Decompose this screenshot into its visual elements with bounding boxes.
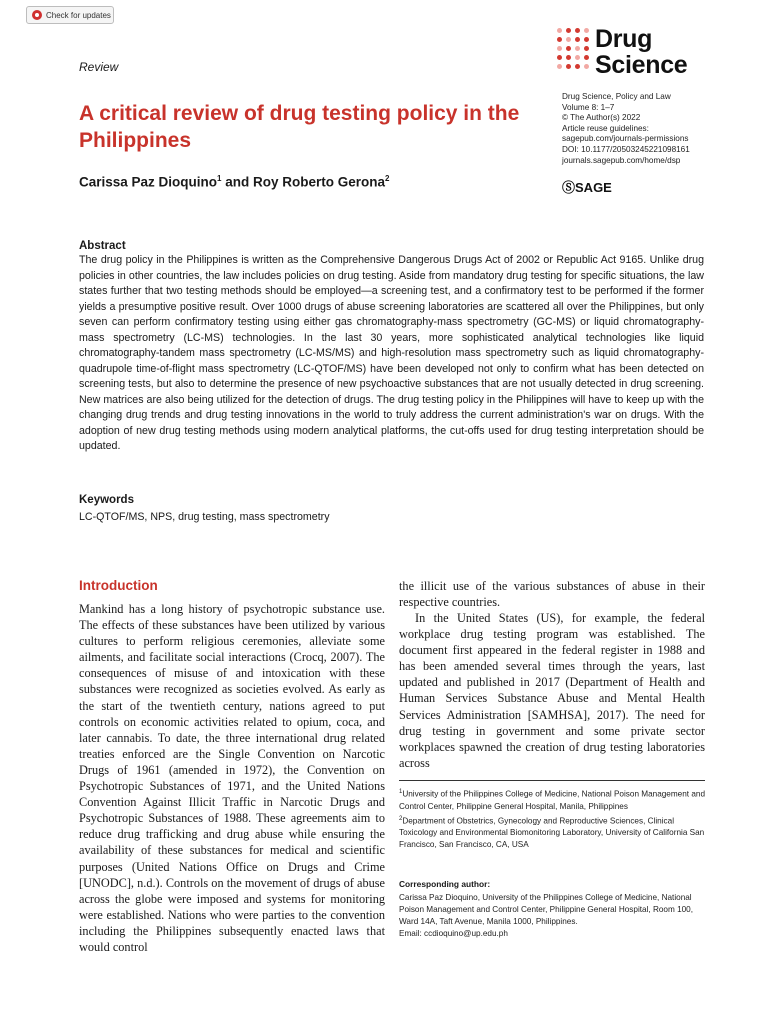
intro-paragraph-1: Mankind has a long history of psychotropic substance use. The effects of these substances have been utilized by various cultures to perform religious ceremonies, alleviate some ailments, and facilitate social interactions (Crocq, 2007). The consequences of misuse of and intoxication with these substances were recognized as societies evolved. As early as the start of the twentieth century, nations agreed to put controls on economic activities related to opium, coca, and later cannabis. To date, the three international drug related treaties enforced are the Single Convention on Narcotic Drugs of 1961 (amended in 1972), the Convention on Psychotropic Substances of 1971, and the United Nations Convention Against Illicit Traffic in Narcotic Drugs and Psychotropic Substances of 1988. These agreements aim to reduce drug trafficking and drug abuse while ensuring the availability of these substances for medical and scientific purposes (United Nations Office on Drugs and Crime [UNODC], n.d.). Controls on the movement of drugs of abuse across the globe were imposed and systems for monitoring were established. Nations who were parties to the convention including the Philippines subsequently enacted laws that would control	[79, 602, 385, 954]
journal-meta	[562, 92, 762, 166]
logo-line1: Drug	[595, 25, 653, 53]
author-conjunction: and	[221, 174, 254, 190]
author-2: Roy Roberto Gerona	[253, 174, 386, 190]
check-for-updates-label: Check for updates	[46, 10, 111, 20]
update-icon	[32, 10, 42, 20]
logo-wordmark	[595, 26, 687, 78]
author-line	[79, 174, 389, 190]
logo-dots-icon	[557, 28, 591, 76]
corresponding-author-text: Carissa Paz Dioquino, University of the Philippines College of Medicine, National Poison Management and Control Center, Philippine General Hospital, Room 100, Ward 14A, Taft Avenue, Manila 1000, Philippines.	[399, 893, 694, 926]
corresponding-author	[399, 892, 709, 940]
intro-paragraph-2: In the United States (US), for example, the federal workplace drug testing program was established. The document first appeared in the federal register in 1988 and has been amended several times through the years, last updated and published in 2017 (Department of Health and Human Services Substance Abuse and Mental Health Services Administration [SAMHSA], 2017). The need for drug testing in government and some private sector workplaces spawned the creation of drug testing laboratories across	[399, 611, 705, 770]
keywords-text: LC-QTOF/MS, NPS, drug testing, mass spectrometry	[79, 511, 330, 523]
author-1: Carissa Paz Dioquino	[79, 174, 218, 190]
affiliation-2-number: 2	[399, 815, 403, 822]
doi-link[interactable]: DOI: 10.1177/20503245221098161	[562, 144, 690, 154]
affiliation-1-text: University of the Philippines College of Medicine, National Poison Management and Control Center, Philippine General Hospital, Manila, Philippines	[399, 789, 705, 811]
affiliation-1-number: 1	[399, 789, 403, 795]
affiliation-2-text: Department of Obstetrics, Gynecology and Reproductive Sciences, Clinical Toxicology and Environmental Biomonitoring Laboratory, University of California San Francisco, San Francisco, CA, USA	[399, 816, 705, 850]
affiliation-2	[399, 813, 705, 852]
article-title: A critical review of drug testing policy in the Philippines	[79, 102, 520, 152]
copyright: © The Author(s) 2022	[562, 113, 641, 123]
corresponding-author-heading: Corresponding author:	[399, 879, 491, 889]
sage-logo	[562, 177, 612, 196]
footnote-divider	[399, 780, 705, 781]
section-label: Review	[79, 60, 119, 74]
abstract-heading: Abstract	[79, 240, 126, 252]
journal-volume: Volume 8: 1–7	[562, 102, 615, 112]
logo-line2: Science	[595, 51, 688, 79]
intro-paragraph-1-continued: the illicit use of the various substances of abuse in their respective countries.	[399, 579, 705, 610]
corresponding-email[interactable]: Email: ccdioquino@up.edu.ph	[399, 929, 508, 938]
affiliation-1	[399, 786, 705, 813]
author-2-affil: 2	[385, 174, 390, 183]
reuse-label: Article reuse guidelines:	[562, 123, 649, 133]
sage-icon: Ⓢ	[562, 180, 576, 195]
homepage-link[interactable]: journals.sagepub.com/home/dsp	[562, 155, 681, 165]
author-1-affil: 1	[217, 174, 222, 183]
introduction-heading: Introduction	[79, 578, 158, 593]
publisher-name: SAGE	[575, 180, 612, 195]
affiliations	[399, 786, 705, 851]
check-for-updates-badge[interactable]	[26, 6, 114, 24]
abstract-text: The drug policy in the Philippines is written as the Comprehensive Dangerous Drugs Act of 2002 or Republic Act 9165. Unlike drug policies in other countries, the law includes policies on drug testing. Aside from mandatory drug testing for specific situations, the law states further that two testing methods should be employed—a screening test, and a confirmatory test to be performed if the former yields a presumptive positive result. Over 1000 drugs of abuse screening laboratories are scattered all over the Philippines, but only seven can perform confirmatory testing using either gas chromatography-mass spectrometry (GC-MS) or liquid chromatography-mass spectrometry (LC-MS) technologies. In the last 30 years, more sophisticated analytical technologies like liquid chromatography-tandem mass spectrometry (LC-MS/MS) and high-resolution mass spectrometry such as liquid chromatography-quadrupole time-of-flight mass spectrometry (LC-QTOF/MS) have been developed not only to confirm what has been detected on screening tests, but also to determine the presence of new psychoactive substances that are not usually detected in drug screening. New matrices are also being utilized for the detection of drugs. The drug testing policy in the Philippines will have to keep up with the changing drug trends and drug testing innovations in the world to truly address the current administration's war on drugs. With the adoption of new drug testing methods using modern analytical platforms, the cut-offs used for drug testing interpretation should be updated.	[79, 254, 704, 452]
keywords-heading: Keywords	[79, 494, 134, 506]
journal-logo	[557, 26, 707, 82]
journal-name: Drug Science, Policy and Law	[562, 92, 671, 101]
permissions-link[interactable]: sagepub.com/journals-permissions	[562, 134, 689, 144]
